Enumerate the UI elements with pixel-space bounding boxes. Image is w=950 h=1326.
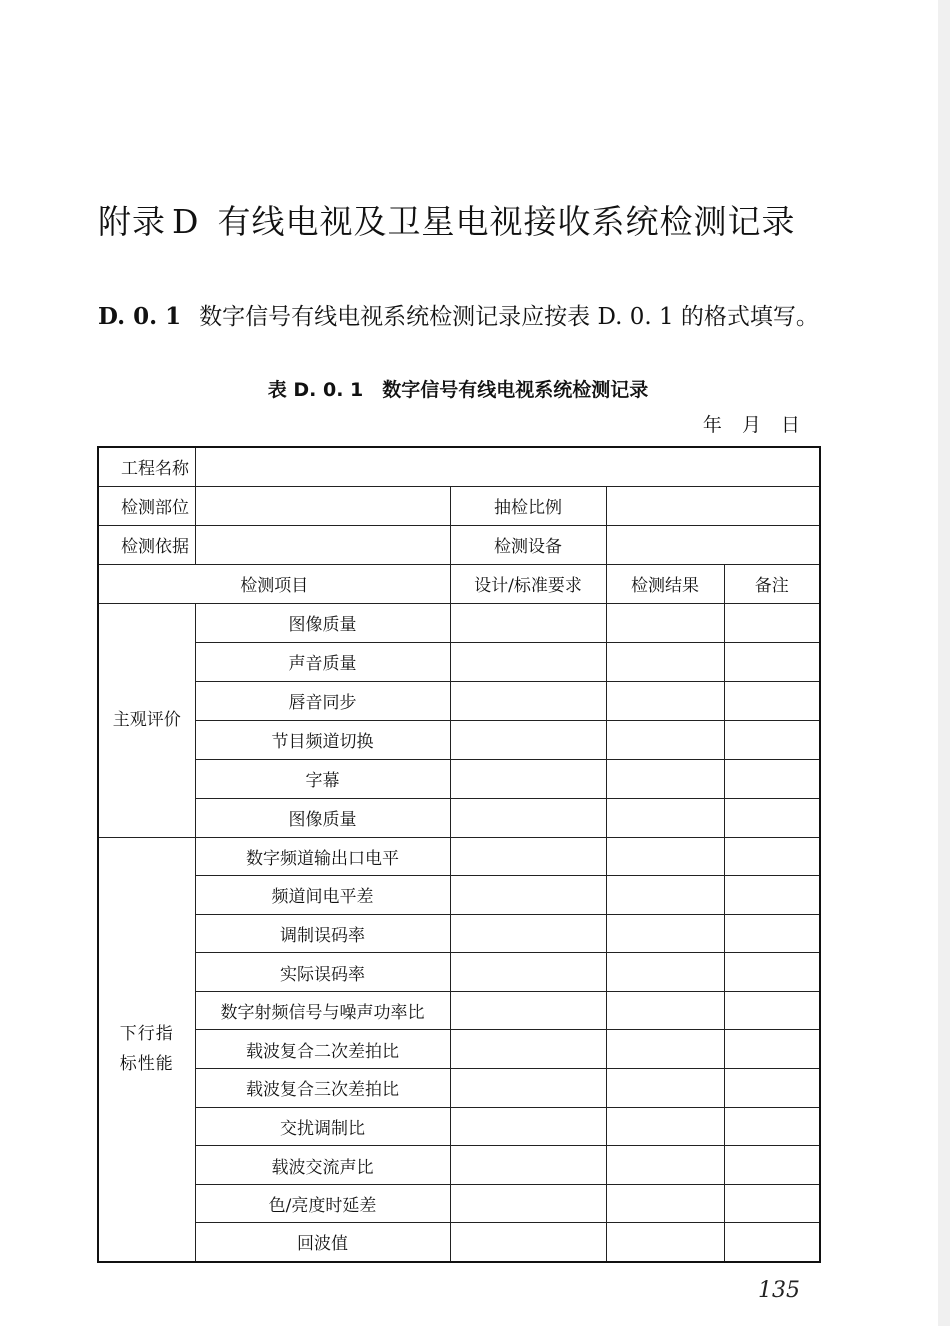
column-header-requirement: 设计/标准要求 xyxy=(450,564,606,603)
remark-cell[interactable] xyxy=(724,1146,820,1185)
item-name: 图像质量 xyxy=(195,603,450,642)
requirement-cell[interactable] xyxy=(450,914,606,953)
table-row xyxy=(98,603,820,642)
table-row xyxy=(98,1069,820,1108)
requirement-cell[interactable] xyxy=(450,1184,606,1223)
inspection-part-value[interactable] xyxy=(195,486,450,525)
column-header-row xyxy=(98,564,820,603)
requirement-cell[interactable] xyxy=(450,1146,606,1185)
inspection-equipment-label: 检测设备 xyxy=(450,525,606,564)
item-name: 实际误码率 xyxy=(195,953,450,992)
remark-cell[interactable] xyxy=(724,953,820,992)
item-name: 声音质量 xyxy=(195,642,450,681)
result-cell[interactable] xyxy=(606,953,724,992)
project-name-value[interactable] xyxy=(195,447,820,486)
remark-cell[interactable] xyxy=(724,914,820,953)
table-row xyxy=(98,1030,820,1069)
requirement-cell[interactable] xyxy=(450,991,606,1030)
table-row xyxy=(98,953,820,992)
item-name: 数字频道输出口电平 xyxy=(195,837,450,876)
result-cell[interactable] xyxy=(606,1184,724,1223)
result-cell[interactable] xyxy=(606,1146,724,1185)
result-cell[interactable] xyxy=(606,991,724,1030)
item-name: 频道间电平差 xyxy=(195,876,450,915)
item-name: 字幕 xyxy=(195,759,450,798)
inspection-equipment-value[interactable] xyxy=(606,525,820,564)
remark-cell[interactable] xyxy=(724,1030,820,1069)
table-row xyxy=(98,1223,820,1262)
appendix-title xyxy=(98,196,828,243)
remark-cell[interactable] xyxy=(724,837,820,876)
column-header-remark: 备注 xyxy=(724,564,820,603)
requirement-cell[interactable] xyxy=(450,642,606,681)
remark-cell[interactable] xyxy=(724,759,820,798)
result-cell[interactable] xyxy=(606,603,724,642)
date-line: 年 月 日 xyxy=(702,414,800,436)
item-name: 载波复合三次差拍比 xyxy=(195,1069,450,1108)
requirement-cell[interactable] xyxy=(450,1223,606,1262)
page-number: 135 xyxy=(758,1278,800,1303)
inspection-part-label: 检测部位 xyxy=(98,486,195,525)
item-name: 唇音同步 xyxy=(195,681,450,720)
result-cell[interactable] xyxy=(606,759,724,798)
result-cell[interactable] xyxy=(606,642,724,681)
item-name: 色/亮度时延差 xyxy=(195,1184,450,1223)
result-cell[interactable] xyxy=(606,1223,724,1262)
column-header-item: 检测项目 xyxy=(98,564,450,603)
table-caption: 表 D. 0. 1 数字信号有线电视系统检测记录 xyxy=(267,379,649,401)
remark-cell[interactable] xyxy=(724,991,820,1030)
header-row-basis xyxy=(98,525,820,564)
result-cell[interactable] xyxy=(606,1030,724,1069)
requirement-cell[interactable] xyxy=(450,876,606,915)
appendix-title-text: 有线电视及卫星电视接收系统检测记录 xyxy=(217,202,796,241)
appendix-prefix: 附录 xyxy=(98,202,166,241)
table-row xyxy=(98,681,820,720)
header-row-project xyxy=(98,447,820,486)
project-name-label: 工程名称 xyxy=(98,447,195,486)
group-label-subjective: 主观评价 xyxy=(98,603,195,837)
table-row xyxy=(98,642,820,681)
inspection-basis-label: 检测依据 xyxy=(98,525,195,564)
table-row xyxy=(98,759,820,798)
requirement-cell[interactable] xyxy=(450,837,606,876)
group-label-downstream: 下行指标性能 xyxy=(98,837,195,1262)
sampling-ratio-label: 抽检比例 xyxy=(450,486,606,525)
table-row xyxy=(98,798,820,837)
table-row xyxy=(98,837,820,876)
table-row xyxy=(98,1184,820,1223)
item-name: 节目频道切换 xyxy=(195,720,450,759)
header-row-part xyxy=(98,486,820,525)
remark-cell[interactable] xyxy=(724,603,820,642)
table-row xyxy=(98,1146,820,1185)
result-cell[interactable] xyxy=(606,681,724,720)
result-cell[interactable] xyxy=(606,1069,724,1108)
requirement-cell[interactable] xyxy=(450,681,606,720)
requirement-cell[interactable] xyxy=(450,953,606,992)
result-cell[interactable] xyxy=(606,720,724,759)
requirement-cell[interactable] xyxy=(450,603,606,642)
table-row xyxy=(98,1107,820,1146)
remark-cell[interactable] xyxy=(724,642,820,681)
result-cell[interactable] xyxy=(606,876,724,915)
remark-cell[interactable] xyxy=(724,1069,820,1108)
inspection-record-table xyxy=(97,446,821,1263)
appendix-code: D xyxy=(172,202,200,241)
inspection-basis-value[interactable] xyxy=(195,525,450,564)
page-edge-shadow xyxy=(938,0,950,1326)
requirement-cell[interactable] xyxy=(450,1030,606,1069)
table-row xyxy=(98,914,820,953)
item-name: 调制误码率 xyxy=(195,914,450,953)
item-name: 回波值 xyxy=(195,1223,450,1262)
requirement-cell[interactable] xyxy=(450,1069,606,1108)
result-cell[interactable] xyxy=(606,1107,724,1146)
clause-number: D. 0. 1 xyxy=(98,303,182,330)
remark-cell[interactable] xyxy=(724,876,820,915)
item-name: 交扰调制比 xyxy=(195,1107,450,1146)
sampling-ratio-value[interactable] xyxy=(606,486,820,525)
requirement-cell[interactable] xyxy=(450,720,606,759)
table-row xyxy=(98,991,820,1030)
result-cell[interactable] xyxy=(606,798,724,837)
remark-cell[interactable] xyxy=(724,1223,820,1262)
requirement-cell[interactable] xyxy=(450,1107,606,1146)
clause-paragraph xyxy=(98,298,820,336)
table-row xyxy=(98,720,820,759)
remark-cell[interactable] xyxy=(724,720,820,759)
requirement-cell[interactable] xyxy=(450,759,606,798)
result-cell[interactable] xyxy=(606,914,724,953)
item-name: 载波复合二次差拍比 xyxy=(195,1030,450,1069)
item-name: 数字射频信号与噪声功率比 xyxy=(195,991,450,1030)
clause-text: 数字信号有线电视系统检测记录应按表 D. 0. 1 的格式填写。 xyxy=(199,304,819,330)
item-name: 图像质量 xyxy=(195,798,450,837)
item-name: 载波交流声比 xyxy=(195,1146,450,1185)
remark-cell[interactable] xyxy=(724,681,820,720)
result-cell[interactable] xyxy=(606,837,724,876)
table-row xyxy=(98,876,820,915)
remark-cell[interactable] xyxy=(724,1184,820,1223)
remark-cell[interactable] xyxy=(724,1107,820,1146)
requirement-cell[interactable] xyxy=(450,798,606,837)
column-header-result: 检测结果 xyxy=(606,564,724,603)
remark-cell[interactable] xyxy=(724,798,820,837)
